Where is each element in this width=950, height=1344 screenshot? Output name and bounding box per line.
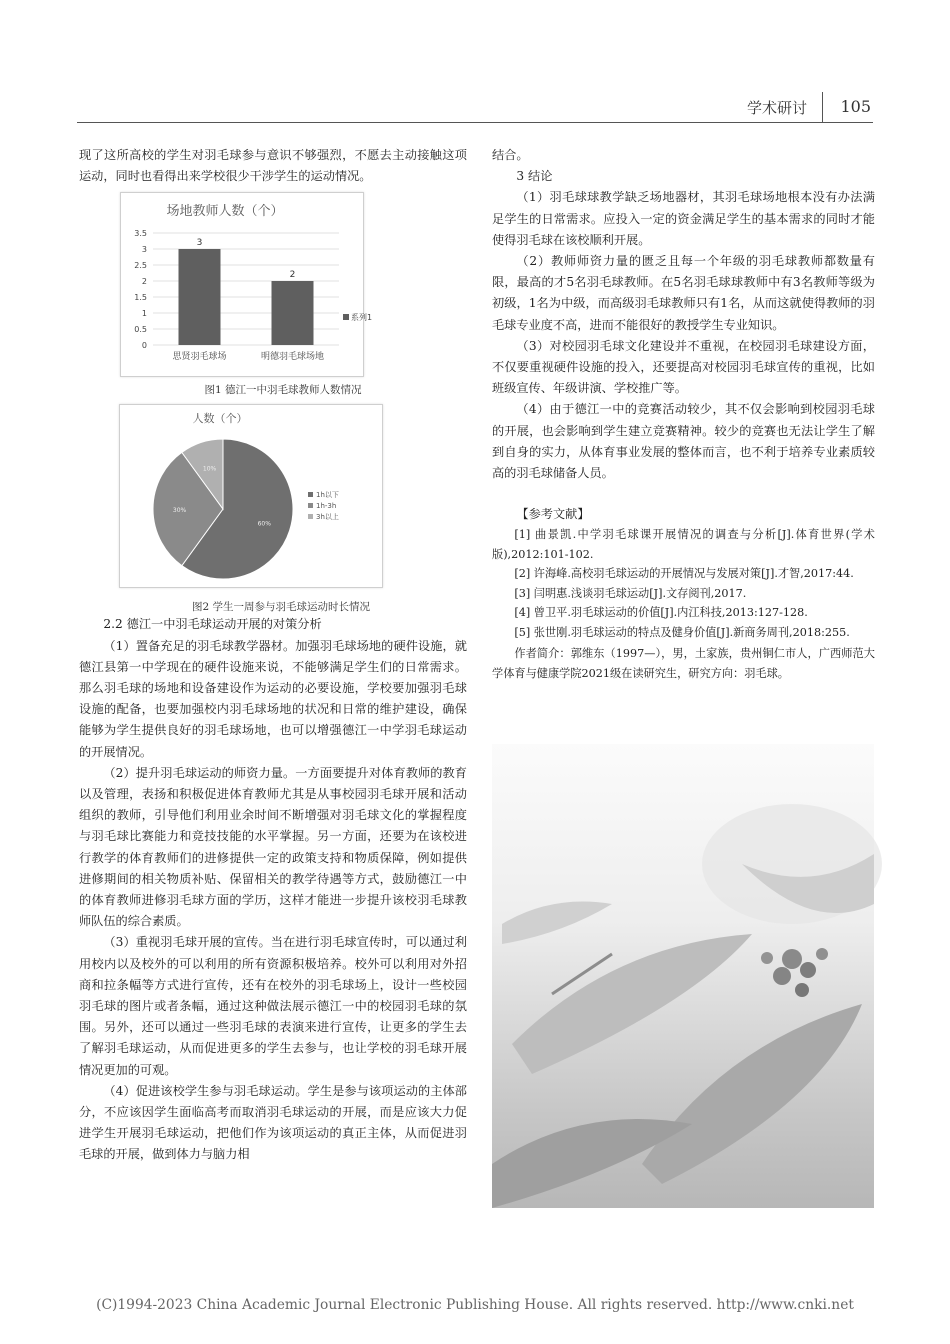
references-title: 【参考文献】	[516, 507, 590, 522]
journal-section-title: 学术研讨	[746, 99, 807, 117]
y-tick-label: 1.5	[134, 293, 147, 303]
pie-data-label: 30%	[172, 507, 187, 515]
left-column	[79, 145, 467, 1166]
reference-item: [4] 曾卫平.羽毛球运动的价值[J].内江科技,2013:127-128.	[514, 606, 808, 620]
x-tick-label: 思贤羽毛球场	[172, 352, 227, 363]
conclusion-1: （1）羽毛球球教学缺乏场地器材，其羽毛球场地根本没有办法满足学生的日常需求。应投入一定的资金满足学生的基本需求的同时才能使得羽毛球在该校顺利开展。	[492, 190, 875, 247]
strategy-paragraph-1: （1）置备充足的羽毛球教学器材。加强羽毛球场地的硬件设施，就德江县第一中学现在的硬件设施来说，不能够满足学生们的日常需求。那么羽毛球的场地和设备建设作为运动的必要设施，学校要加强羽毛球设施的配备，也要加强校内羽毛球场地的状况和日常的维护建设，确保能够为学生提供良好的羽毛球场地，也可以增强德江一中学羽毛球运动的开展情况。	[79, 638, 467, 759]
page-number: 105	[840, 97, 871, 116]
figure-2-caption: 图2 学生一周参与羽毛球运动时长情况	[191, 601, 371, 614]
figure-2-pie-chart	[119, 404, 383, 588]
reference-item: [3] 闫明惠.浅谈羽毛球运动[J].文存阅刊,2017.	[514, 586, 747, 600]
strategy-paragraph-2: （2）提升羽毛球运动的师资力量。一方面要提升对体育教师的教育以及管理，表扬和积极促进体育教师尤其是从事校园羽毛球开展和活动组织的教师，引导他们利用业余时间不断增强对羽毛球文化的掌握程度与羽毛球比赛能力和竞技技能的水平掌握。另一方面，还要为在该校进行教学的体育教师们的进修提供一定的政策支持和物质保障，例如提供进修期间的相关物质补贴、保留相关的教学待遇等方式，鼓励德江一中的体育教师进修羽毛球方面的学历，这样才能进一步提升该校羽毛球教师队伍的综合素质。	[79, 765, 467, 929]
continued-text: 结合。	[492, 148, 529, 162]
right-column	[492, 145, 875, 683]
conclusion-4: （4）由于德江一中的竞赛活动较少，其不仅会影响到校园羽毛球的开展，也会影响到学生建立竞赛精神。较少的竞赛也无法让学生了解到自身的实力，从体育事业发展的整体而言，也不利于培养专业素质较高的羽毛球储备人员。	[492, 402, 875, 481]
legend-swatch	[308, 514, 313, 519]
legend-label: 1h-3h	[316, 502, 337, 511]
strategy-paragraph-4: （4）促进该校学生参与羽毛球运动。学生是参与该项运动的主体部分，不应该因学生面临高考而取消羽毛球运动的开展，而是应该大力促进学生开展羽毛球运动，把他们作为该项运动的真正主体，从而促进羽毛球的开展，做到体力与脑力相	[79, 1083, 467, 1162]
pie-data-label: 60%	[257, 520, 271, 528]
left-intro-paragraph: 现了这所高校的学生对羽毛球参与意识不够强烈，不愿去主动接触这项运动，同时也看得出来学校很少干涉学生的运动情况。	[79, 148, 467, 184]
plant-illustration	[492, 744, 874, 1208]
reference-item: [2] 许海峰.高校羽毛球运动的开展情况与发展对策[J].才智,2017:44.	[514, 567, 854, 581]
header-divider	[822, 92, 823, 122]
legend-label: 系列1	[351, 313, 373, 323]
legend-swatch	[308, 503, 313, 508]
legend-swatch	[343, 314, 349, 320]
decorative-plant-photo	[492, 744, 874, 1208]
y-tick-label: 2.5	[134, 261, 147, 271]
x-tick-label: 明德羽毛球场地	[260, 352, 325, 363]
strategy-paragraph-3: （3）重视羽毛球开展的宣传。当在进行羽毛球宣传时，可以通过利用校内以及校外的可以利用的所有资源积极培养。校外可以利用对外招商和拉条幅等方式进行宣传，还有在校外的羽毛球场上，设计一些校园羽毛球的图片或者条幅，通过这种做法展示德江一中的校园羽毛球的氛围。另外，还可以通过一些羽毛球的表演来进行宣传，让更多的学生去了解羽毛球运动，从而促进更多的学生去参与，也让学校的羽毛球开展情况更加的可观。	[79, 935, 467, 1077]
copyright-footer: (C)1994-2023 China Academic Journal Electronic Publishing House. All rights reserved. http://www.cnki.net	[96, 1297, 854, 1313]
bar	[179, 249, 221, 345]
y-tick-label: 2	[141, 277, 147, 287]
bar-data-label: 3	[196, 238, 203, 249]
pie-chart-svg	[120, 405, 382, 587]
figure-1-caption: 图1 德江一中羽毛球教师人数情况	[204, 384, 362, 397]
bar	[272, 281, 314, 345]
references-list	[492, 525, 875, 683]
y-tick-label: 0.5	[134, 325, 147, 335]
y-tick-label: 3	[141, 245, 147, 255]
legend-label: 3h以上	[316, 513, 339, 522]
y-tick-label: 0	[141, 341, 147, 351]
section-2-2-heading: 2.2 德江一中羽毛球运动开展的对策分析	[103, 617, 322, 632]
y-tick-label: 1	[141, 309, 147, 319]
pie-data-label: 10%	[202, 466, 217, 474]
y-tick-label: 3.5	[134, 229, 147, 239]
author-bio: 作者简介：郭维东（1997—），男，土家族，贵州铜仁市人，广西师范大学体育与健康学院2021级在读研究生，研究方向：羽毛球。	[492, 647, 875, 680]
chart-title: 场地教师人数（个）	[166, 204, 284, 220]
reference-item: [1] 曲景凯.中学羽毛球课开展情况的调查与分析[J].体育世界(学术版),2012:101-102.	[492, 528, 875, 561]
conclusion-heading: 3 结论	[516, 169, 553, 184]
page-header	[77, 96, 873, 123]
reference-item: [5] 张世刚.羽毛球运动的特点及健身价值[J].新商务周刊,2018:255.	[514, 625, 850, 639]
bar-data-label: 2	[289, 270, 296, 281]
conclusion-2: （2）教师师资力量的匮乏且每一个年级的羽毛球教师都数量有限，最高的才5名羽毛球教师。在5名羽毛球球教师中有3名教师等级为初级，1名为中级，而高级羽毛球教师只有1名，从而这就使得教师的羽毛球专业度不高，进而不能很好的教授学生专业知识。	[492, 254, 875, 332]
bar-chart-svg	[121, 193, 373, 376]
legend-label: 1h以下	[316, 491, 339, 500]
figure-1-bar-chart	[120, 192, 373, 377]
conclusion-3: （3）对校园羽毛球文化建设并不重视，在校园羽毛球建设方面，不仅要重视硬件设施的投入，还要提高对校园羽毛球宣传的重视，比如班级宣传、年级讲演、学校推广等。	[492, 338, 875, 396]
chart-title: 人数（个）	[192, 412, 248, 426]
legend-swatch	[308, 492, 313, 497]
